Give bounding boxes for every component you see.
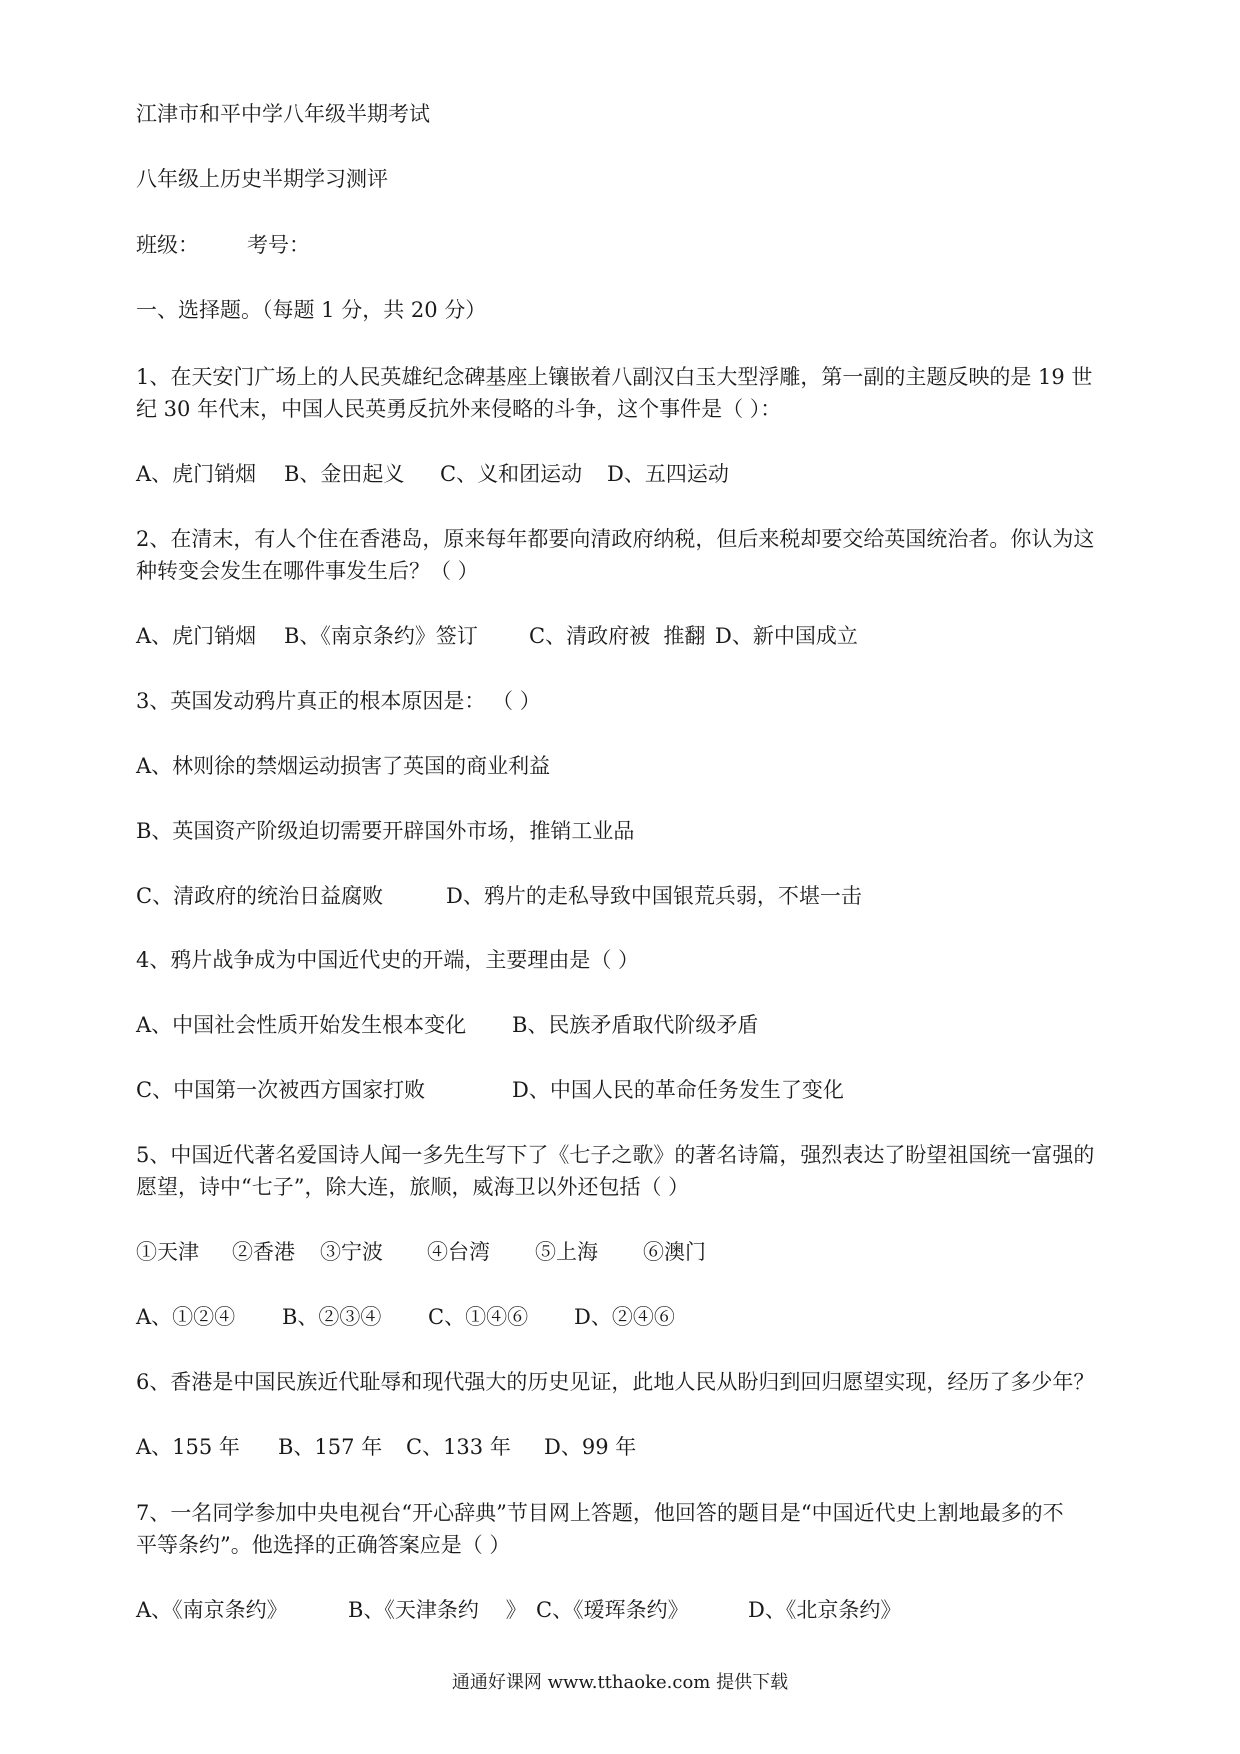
item-1: ①天津: [136, 1240, 199, 1264]
option-a: A、①②④: [136, 1305, 236, 1329]
item-4: ④台湾: [427, 1240, 490, 1264]
option-a: A、中国社会性质开始发生根本变化: [136, 1013, 467, 1037]
question-1-stem-line2: 纪 30 年代末，中国人民英勇反抗外来侵略的斗争，这个事件是（ ）：: [136, 397, 782, 421]
question-4-options-cd: [136, 1074, 1128, 1107]
option-c: C、①④⑥: [428, 1305, 529, 1329]
school-title: 江津市和平中学八年级半期考试: [136, 102, 430, 126]
number-label: 考号：: [247, 233, 310, 257]
question-7-options: [136, 1594, 1128, 1627]
question-4-options-ab: [136, 1009, 1128, 1042]
option-a: A、《南京条约》: [136, 1598, 288, 1622]
class-label: 班级：: [136, 233, 199, 257]
question-7-stem-line1: 7、一名同学参加中央电视台“开心辞典”节目网上答题，他回答的题目是“中国近代史上割地最多的不: [136, 1501, 1064, 1525]
option-b: B、《南京条约》签订: [284, 624, 478, 648]
option-b: B、157 年: [278, 1435, 383, 1459]
option-b: B、《天津条约 》: [348, 1598, 527, 1622]
option-b: B、金田起义: [284, 462, 405, 486]
question-3-option-a: A、林则徐的禁烟运动损害了英国的商业利益: [136, 754, 551, 778]
question-1-stem-line1: 1、在天安门广场上的人民英雄纪念碑基座上镶嵌着八副汉白玉大型浮雕，第一副的主题反映的是 19 世: [136, 365, 1093, 389]
option-b: B、②③④: [282, 1305, 382, 1329]
question-2-options: [136, 620, 1128, 653]
item-6: ⑥澳门: [643, 1240, 706, 1264]
option-c: C、义和团运动: [440, 462, 583, 486]
option-a: A、虎门销烟: [136, 624, 257, 648]
option-c: C、清政府被 推翻: [529, 624, 706, 648]
question-5-stem-line2: 愿望，诗中“七子”，除大连，旅顺，威海卫以外还包括（ ）: [136, 1175, 690, 1199]
student-info-row: [136, 229, 1128, 262]
question-3-options-cd: [136, 880, 1128, 913]
question-5-stem-line1: 5、中国近代著名爱国诗人闻一多先生写下了《七子之歌》的著名诗篇，强烈表达了盼望祖国统一富强的: [136, 1143, 1095, 1167]
item-3: ③宁波: [320, 1240, 383, 1264]
question-6-stem: 6、香港是中国民族近代耻辱和现代强大的历史见证，此地人民从盼归到回归愿望实现，经历了多少年？: [136, 1370, 1095, 1394]
option-d: D、《北京条约》: [748, 1598, 902, 1622]
question-6-options: [136, 1431, 1128, 1464]
option-d: D、新中国成立: [715, 624, 858, 648]
option-d: D、鸦片的走私导致中国银荒兵弱，不堪一击: [446, 884, 862, 908]
option-c: C、中国第一次被西方国家打败: [136, 1078, 426, 1102]
question-7-stem-line2: 平等条约”。他选择的正确答案应是（ ）: [136, 1533, 511, 1557]
option-d: D、②④⑥: [574, 1305, 675, 1329]
option-a: A、155 年: [136, 1435, 240, 1459]
option-b: B、民族矛盾取代阶级矛盾: [512, 1013, 759, 1037]
option-c: C、《瑷珲条约》: [536, 1598, 689, 1622]
question-3-option-b: B、英国资产阶级迫切需要开辟国外市场，推销工业品: [136, 819, 635, 843]
question-1-options: [136, 458, 1128, 491]
option-c: C、133 年: [406, 1435, 511, 1459]
question-2-stem-line2: 种转变会发生在哪件事发生后？（ ）: [136, 559, 479, 583]
option-d: D、中国人民的革命任务发生了变化: [512, 1078, 844, 1102]
question-5-options: [136, 1301, 1128, 1334]
item-5: ⑤上海: [535, 1240, 598, 1264]
option-d: D、99 年: [544, 1435, 637, 1459]
question-2-stem-line1: 2、在清末，有人个住在香港岛，原来每年都要向清政府纳税，但后来税却要交给英国统治者。你认为这: [136, 527, 1095, 551]
section-title: 一、选择题。（每题 1 分，共 20 分）: [136, 298, 487, 322]
item-2: ②香港: [232, 1240, 295, 1264]
option-d: D、五四运动: [607, 462, 729, 486]
footer-download-credit: 通通好课网 www.tthaoke.com 提供下载: [451, 1672, 789, 1693]
question-4-stem: 4、鸦片战争成为中国近代史的开端，主要理由是（ ）: [136, 948, 640, 972]
exam-title: 八年级上历史半期学习测评: [136, 167, 388, 191]
question-3-stem: 3、英国发动鸦片真正的根本原因是： （ ）: [136, 689, 541, 713]
question-5-items: [136, 1236, 1128, 1269]
option-a: A、虎门销烟: [136, 462, 257, 486]
option-c: C、清政府的统治日益腐败: [136, 884, 384, 908]
